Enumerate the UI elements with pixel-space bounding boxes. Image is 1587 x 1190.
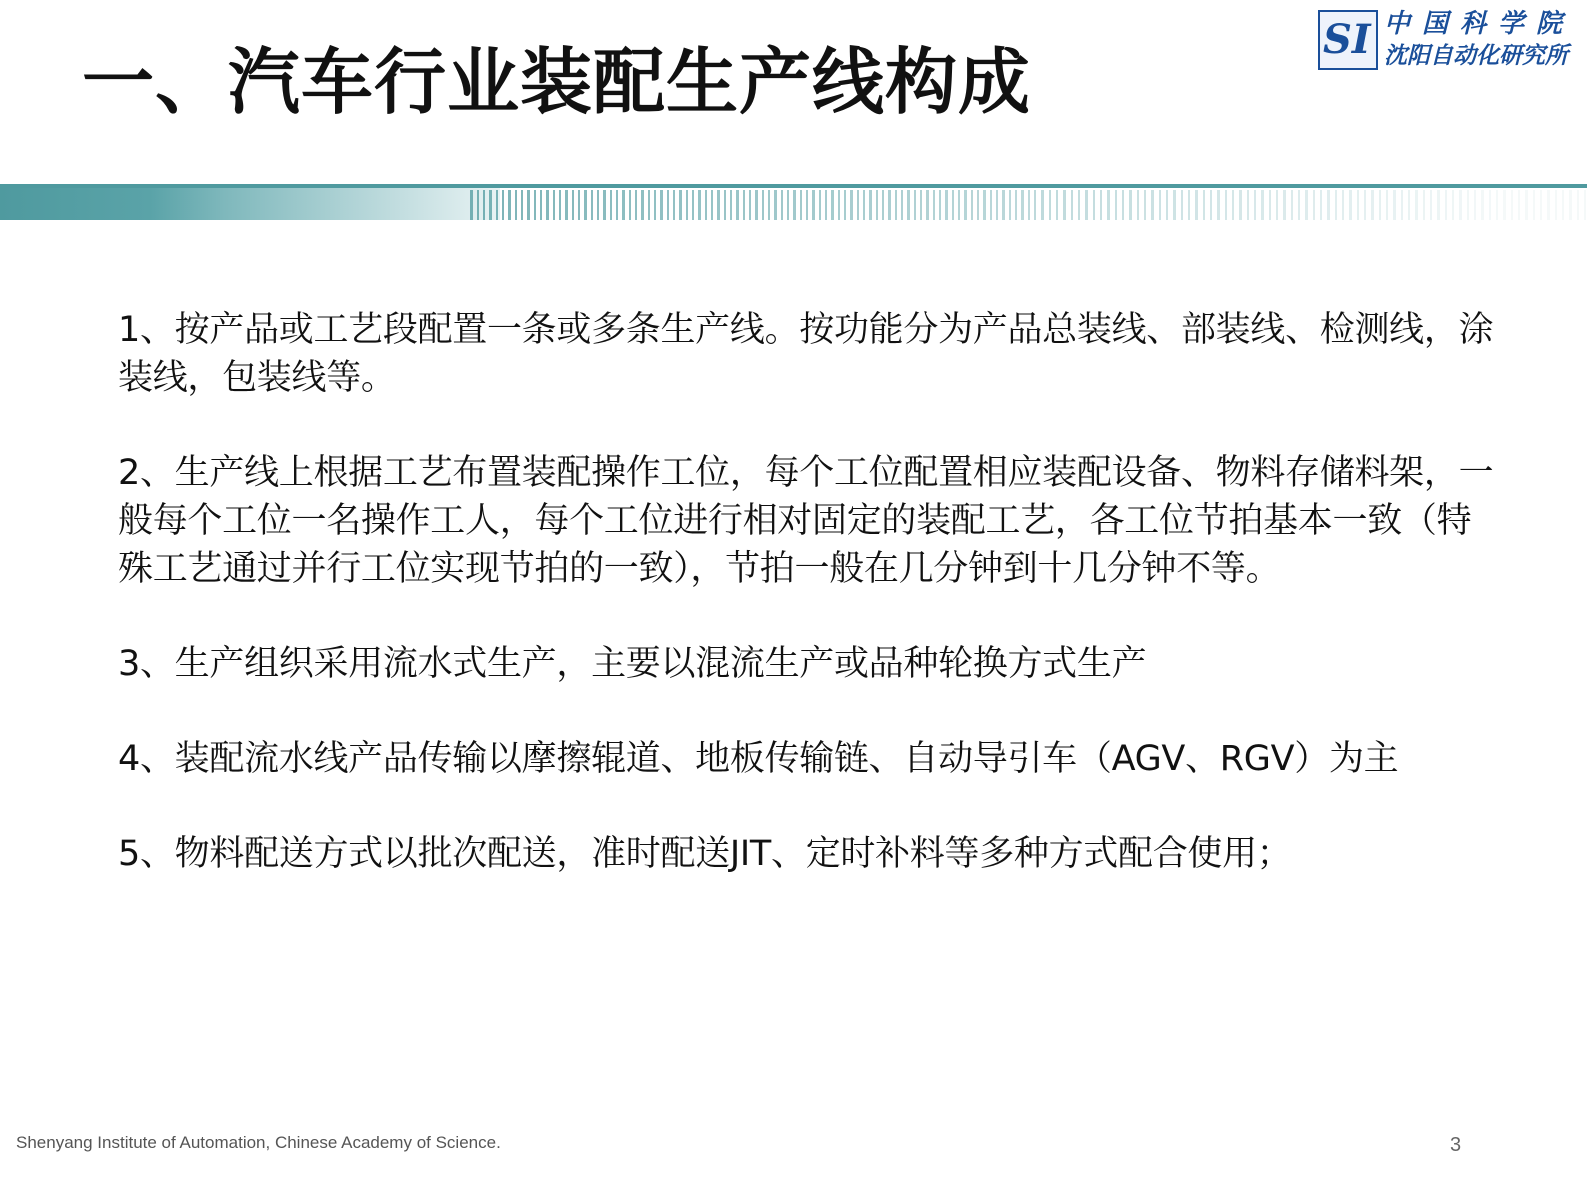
logo-mark [1318,10,1378,70]
logo-line-1: 中国科学院 [1384,9,1575,39]
point-1: 1、按产品或工艺段配置一条或多条生产线。按功能分为产品总装线、部装线、检测线，涂装线，包装线等。 [118,310,1494,398]
point-2: 2、生产线上根据工艺布置装配操作工位，每个工位配置相应装配设备、物料存储料架，一般每个工位一名操作工人，每个工位进行相对固定的装配工艺，各工位节拍基本一致（特殊工艺通过并行工位实现节拍的一致），节拍一般在几分钟到十几分钟不等。 [118,453,1494,589]
footer-organization: Shenyang Institute of Automation, Chinese Academy of Science. [16,1133,501,1152]
divider-stripes [470,190,1586,220]
institute-logo [1318,8,1574,74]
point-5: 5、物料配送方式以批次配送，准时配送JIT、定时补料等多种方式配合使用； [118,834,1292,874]
point-3: 3、生产组织采用流水式生产，主要以混流生产或品种轮换方式生产 [118,644,1147,684]
logo-mark-text: SI [1323,16,1371,63]
slide-content [118,306,1498,925]
logo-line-2: 沈阳自动化研究所 [1384,42,1568,69]
page-number: 3 [1450,1134,1462,1156]
point-4: 4、装配流水线产品传输以摩擦辊道、地板传输链、自动导引车（AGV、RGV）为主 [118,739,1399,779]
slide-title: 一、汽车行业装配生产线构成 [82,40,1032,124]
header-divider-band [0,184,1587,224]
logo-wordmark [1384,8,1574,72]
